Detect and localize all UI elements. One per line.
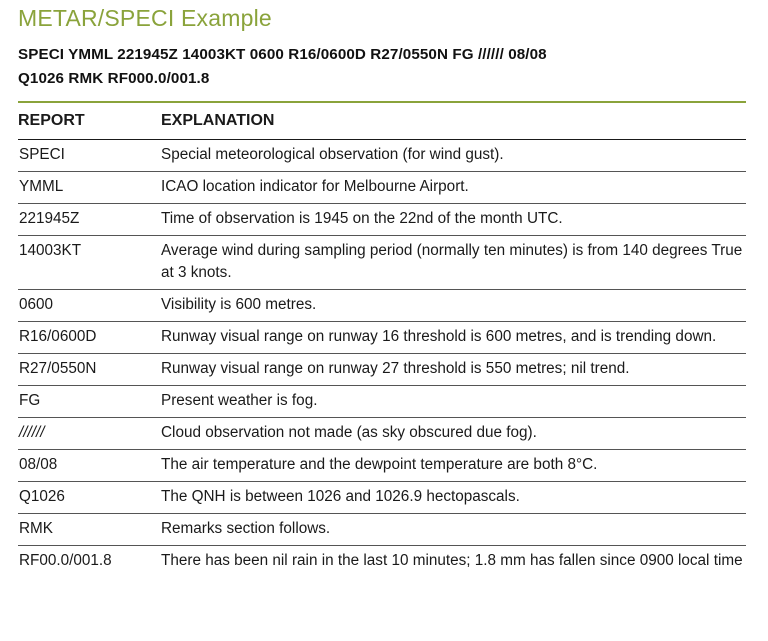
document-page <box>18 0 746 577</box>
table-row <box>18 482 746 514</box>
report-cell: SPECI <box>18 140 161 172</box>
table-row <box>18 418 746 450</box>
explanation-cell: Cloud observation not made (as sky obscured due fog). <box>161 418 746 450</box>
report-cell: R16/0600D <box>18 322 161 354</box>
table-row <box>18 140 746 172</box>
report-cell: FG <box>18 386 161 418</box>
report-cell: Q1026 <box>18 482 161 514</box>
metar-code-block <box>18 43 746 91</box>
table-row <box>18 236 746 290</box>
explanation-cell: The air temperature and the dewpoint temperature are both 8°C. <box>161 450 746 482</box>
report-cell: 221945Z <box>18 204 161 236</box>
table-row <box>18 450 746 482</box>
table-row <box>18 290 746 322</box>
table-row <box>18 354 746 386</box>
table-row <box>18 386 746 418</box>
explanation-cell: ICAO location indicator for Melbourne Airport. <box>161 172 746 204</box>
explanation-cell: Special meteorological observation (for wind gust). <box>161 140 746 172</box>
explanation-cell: Remarks section follows. <box>161 514 746 546</box>
report-cell: 0600 <box>18 290 161 322</box>
header-report: REPORT <box>18 103 161 140</box>
page-title: METAR/SPECI Example <box>18 5 272 31</box>
explanation-cell: Runway visual range on runway 16 threshold is 600 metres, and is trending down. <box>161 322 746 354</box>
metar-code-line-1: SPECI YMML 221945Z 14003KT 0600 R16/0600D R27/0550N FG ////// 08/08 <box>18 46 547 63</box>
report-cell: 08/08 <box>18 450 161 482</box>
explanation-cell: The QNH is between 1026 and 1026.9 hectopascals. <box>161 482 746 514</box>
table-row <box>18 172 746 204</box>
table-row <box>18 546 746 578</box>
report-cell: RF00.0/001.8 <box>19 552 112 569</box>
table-row <box>18 204 746 236</box>
explanation-cell: Runway visual range on runway 27 threshold is 550 metres; nil trend. <box>161 354 746 386</box>
header-explanation: EXPLANATION <box>161 103 746 140</box>
explanation-cell: Time of observation is 1945 on the 22nd of the month UTC. <box>161 204 746 236</box>
report-cell: YMML <box>18 172 161 204</box>
table-row <box>18 322 746 354</box>
report-cell: RMK <box>18 514 161 546</box>
report-cell: ////// <box>18 418 161 450</box>
explanation-cell: Present weather is fog. <box>161 386 746 418</box>
metar-code-line-2: Q1026 RMK RF000.0/001.8 <box>18 70 210 87</box>
report-cell: 14003KT <box>18 236 161 290</box>
explanation-cell: Average wind during sampling period (normally ten minutes) is from 140 degrees True at 3 knots. <box>161 236 746 290</box>
table-header-row <box>18 103 746 140</box>
report-cell: R27/0550N <box>18 354 161 386</box>
table-row <box>18 514 746 546</box>
explanation-cell: There has been nil rain in the last 10 minutes; 1.8 mm has fallen since 0900 local time <box>161 552 743 569</box>
explanation-table <box>18 103 746 577</box>
explanation-cell: Visibility is 600 metres. <box>161 290 746 322</box>
